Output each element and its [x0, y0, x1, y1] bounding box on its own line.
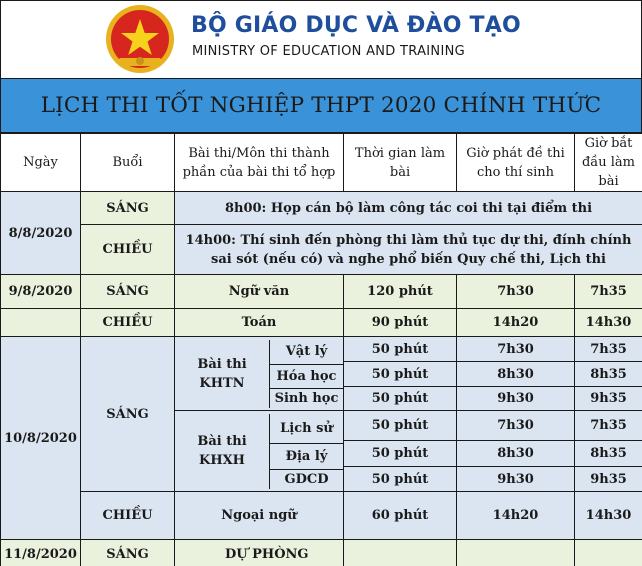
- start-cell: 14h30: [575, 492, 642, 540]
- khxh-group-label: Bài thi KHXH: [175, 414, 270, 489]
- session-cell: CHIỀU: [81, 309, 175, 337]
- col-header-subject: Bài thi/Môn thi thành phần của bài thi tổ hợp: [175, 134, 344, 192]
- col-header-distribute: Giờ phát đề thi cho thí sinh: [457, 134, 575, 192]
- date-cell: 11/8/2020: [1, 540, 81, 566]
- distribute-cell: 7h30: [457, 337, 575, 362]
- date-cell: 10/8/2020: [1, 337, 81, 540]
- subject-cell: Toán: [175, 309, 344, 337]
- start-cell: 9h35: [575, 387, 642, 411]
- distribute-cell: 9h30: [457, 467, 575, 492]
- title-bar: [0, 78, 642, 133]
- subject-cell: Vật lý: [270, 340, 343, 365]
- table-row: [1, 225, 642, 275]
- start-cell: 8h35: [575, 441, 642, 467]
- start-cell: 7h35: [575, 411, 642, 441]
- note-cell: 8h00: Họp cán bộ làm công tác coi thi tại điểm thi: [175, 192, 642, 225]
- national-emblem-icon: [101, 3, 179, 75]
- distribute-cell: 14h20: [457, 492, 575, 540]
- note-cell: 14h00: Thí sinh đến phòng thi làm thủ tục dự thi, đính chính sai sót (nếu có) và nghe phổ biến Quy chế thi, Lịch thi: [175, 225, 642, 275]
- duration-cell: 50 phút: [344, 362, 457, 387]
- start-cell: 7h35: [575, 337, 642, 362]
- table-row: [1, 192, 642, 225]
- page-title: LỊCH THI TỐT NGHIỆP THPT 2020 CHÍNH THỨC: [40, 93, 602, 118]
- subject-cell: DỰ PHÒNG: [175, 540, 344, 566]
- ministry-name-vn: BỘ GIÁO DỤC VÀ ĐÀO TẠO: [191, 13, 521, 38]
- distribute-cell: 8h30: [457, 441, 575, 467]
- date-cell: 9/8/2020: [1, 275, 81, 309]
- distribute-cell: 7h30: [457, 411, 575, 441]
- subject-cell: Lịch sử: [270, 414, 343, 444]
- start-cell: 7h35: [575, 275, 642, 309]
- khxh-group-cell: [175, 411, 344, 492]
- start-cell: 8h35: [575, 362, 642, 387]
- date-cell-empty: [1, 309, 81, 337]
- duration-cell: 50 phút: [344, 411, 457, 441]
- start-cell-empty: [575, 540, 642, 566]
- session-cell: SÁNG: [81, 192, 175, 225]
- duration-cell: 50 phút: [344, 441, 457, 467]
- col-header-session: Buổi: [81, 134, 175, 192]
- col-header-duration: Thời gian làm bài: [344, 134, 457, 192]
- duration-cell: 60 phút: [344, 492, 457, 540]
- ministry-name-en: MINISTRY OF EDUCATION AND TRAINING: [192, 44, 465, 59]
- distribute-cell-empty: [457, 540, 575, 566]
- exam-schedule-table: [0, 133, 642, 566]
- subject-cell: Ngoại ngữ: [175, 492, 344, 540]
- table-row: [1, 337, 642, 362]
- session-cell: SÁNG: [81, 275, 175, 309]
- duration-cell: 50 phút: [344, 387, 457, 411]
- session-cell: CHIỀU: [81, 225, 175, 275]
- duration-cell: 120 phút: [344, 275, 457, 309]
- session-cell: SÁNG: [81, 540, 175, 566]
- table-row: [1, 492, 642, 540]
- distribute-cell: 9h30: [457, 387, 575, 411]
- date-cell: 8/8/2020: [1, 192, 81, 275]
- distribute-cell: 14h20: [457, 309, 575, 337]
- header: [0, 0, 642, 78]
- table-row: [1, 309, 642, 337]
- col-header-day: Ngày: [1, 134, 81, 192]
- duration-cell: 90 phút: [344, 309, 457, 337]
- table-header-row: [1, 134, 642, 192]
- distribute-cell: 7h30: [457, 275, 575, 309]
- col-header-start: Giờ bắt đầu làm bài: [575, 134, 642, 192]
- duration-cell: 50 phút: [344, 337, 457, 362]
- start-cell: 9h35: [575, 467, 642, 492]
- table-row: [1, 275, 642, 309]
- subject-cell: Hóa học: [270, 365, 343, 389]
- start-cell: 14h30: [575, 309, 642, 337]
- duration-cell-empty: [344, 540, 457, 566]
- subject-cell: Ngữ văn: [175, 275, 344, 309]
- subject-cell: Sinh học: [274, 390, 339, 406]
- duration-cell: 50 phút: [344, 467, 457, 492]
- subject-cell: GDCD: [284, 471, 329, 487]
- table-row: [1, 540, 642, 566]
- distribute-cell: 8h30: [457, 362, 575, 387]
- session-cell: SÁNG: [81, 337, 175, 492]
- khtn-group-cell: [175, 337, 344, 411]
- subject-cell: Địa lý: [270, 444, 343, 470]
- session-cell: CHIỀU: [81, 492, 175, 540]
- khtn-group-label: Bài thi KHTN: [175, 340, 270, 408]
